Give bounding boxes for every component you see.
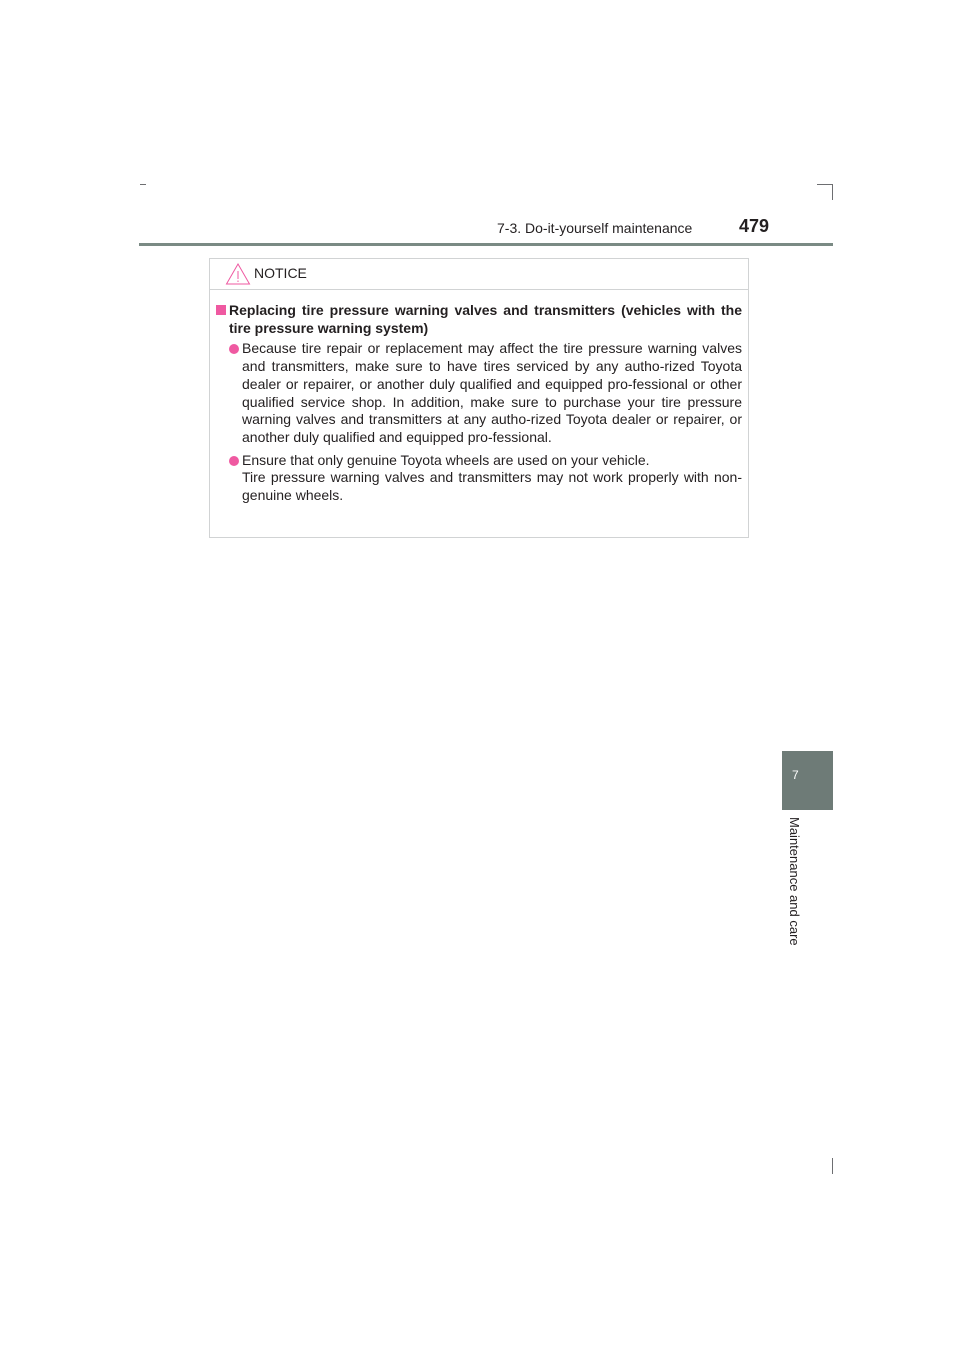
notice-title: NOTICE <box>254 265 307 281</box>
chapter-number: 7 <box>792 768 799 782</box>
page-number: 479 <box>739 216 770 236</box>
notice-box <box>209 258 749 538</box>
round-bullet-icon <box>229 456 239 466</box>
crop-mark <box>832 184 833 200</box>
bullet-paragraph: Ensure that only genuine Toyota wheels are used on your vehicle. <box>242 451 650 468</box>
chapter-tab <box>782 751 833 810</box>
square-bullet-icon <box>216 305 226 315</box>
notice-heading <box>216 302 742 337</box>
list-item <box>216 340 742 446</box>
header-rule <box>139 243 833 246</box>
bullet-paragraph: Because tire repair or replacement may affect the tire pressure warning valves and transmitters, make sure to have tires serviced by any autho-rized Toyota dealer or repairer, or another duly qualified and equipped pro-fessional or other qualified service shop. In addition, make sure to purchase your tire pressure warning valves and transmitters at any autho-rized Toyota dealer or repairer, or another duly qualified and equipped pro-fessional. <box>242 340 742 445</box>
notice-heading-text: Replacing tire pressure warning valves and transmitters (vehicles with the tire pressure warning system) <box>229 302 742 336</box>
crop-mark <box>832 1158 833 1174</box>
round-bullet-icon <box>229 344 239 354</box>
warning-triangle-icon <box>225 262 251 286</box>
crop-mark <box>817 184 833 185</box>
notice-header <box>210 259 748 290</box>
crop-mark <box>140 184 146 185</box>
chapter-title: Maintenance and care <box>787 817 802 946</box>
bullet-paragraph: Tire pressure warning valves and transmitters may not work properly with non-genuine wheels. <box>242 469 742 504</box>
list-item <box>216 452 742 505</box>
section-title: 7-3. Do-it-yourself maintenance <box>497 220 693 236</box>
notice-body <box>210 290 748 505</box>
